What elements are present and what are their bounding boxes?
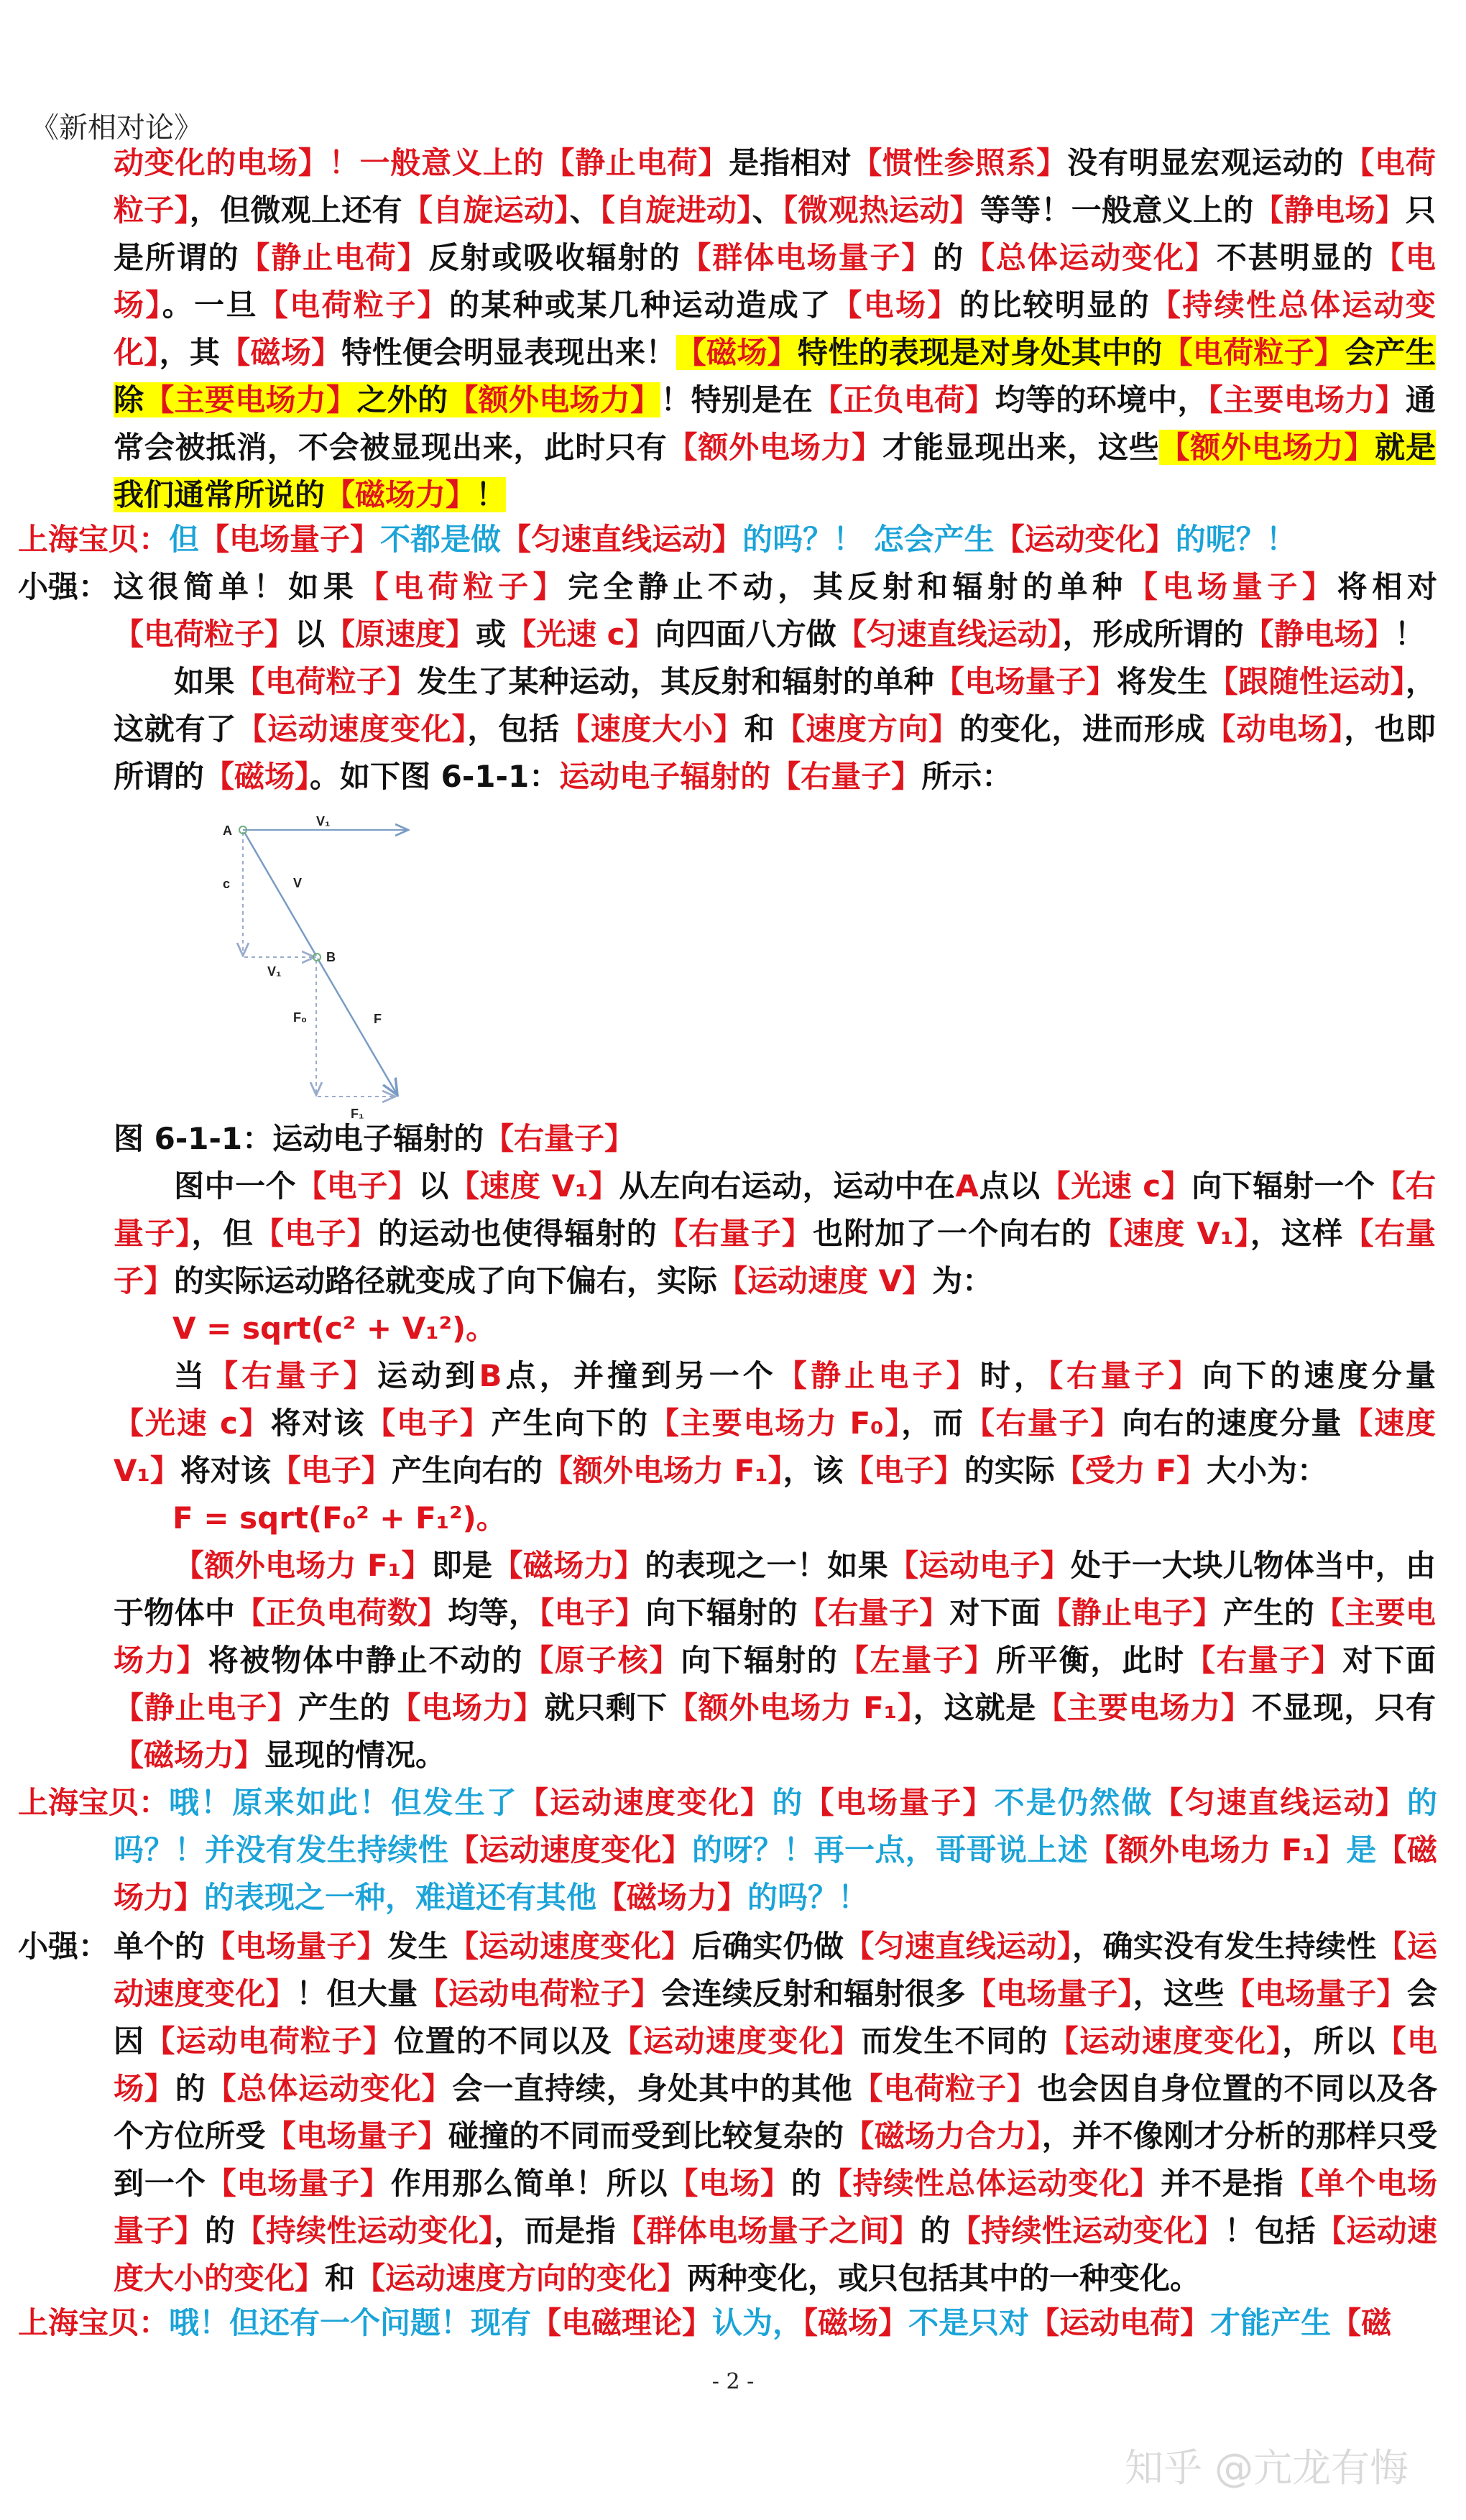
text-run: 【运动电荷】 <box>1029 2305 1211 2340</box>
force-f-arrow <box>318 959 397 1095</box>
paragraph-4-text <box>114 1352 1436 1495</box>
text-run: ！特别是在 <box>660 382 813 417</box>
text-run: 【电场量子】 <box>265 2118 448 2154</box>
text-run: 特性的表现是对身处其中的 <box>797 335 1163 370</box>
text-run: 产生向右的 <box>391 1453 543 1488</box>
text-run: ！包括 <box>1224 2213 1316 2248</box>
text-run: 会一直持续，身处其中的其他 <box>452 2071 853 2106</box>
text-run: 【电场量子】 <box>206 2166 391 2201</box>
text-run: 的吗？！并没有发生持续性 <box>114 1785 1437 1868</box>
text-run: 图中一个 <box>174 1168 297 1204</box>
text-run: 图 6-1-1：运动电子辐射的 <box>114 1121 484 1156</box>
text-run: 是指相对 <box>729 145 852 180</box>
text-run: 【右量子】 <box>114 1216 1436 1298</box>
text-run: 【磁场】 <box>204 759 310 794</box>
text-run: 【主要电场力】 <box>1036 1690 1252 1725</box>
text-run: 向右的速度分量 <box>1122 1406 1343 1441</box>
text-run: 【总体运动变化】 <box>206 2071 453 2106</box>
text-run: 反射或吸收辐射的 <box>428 240 681 275</box>
text-run: 【微观热运动】 <box>782 193 980 228</box>
text-run: 【匀速直线运动】 <box>1153 1785 1407 1820</box>
text-run: 认为， <box>712 2305 803 2340</box>
text-run: 【运动速度变化】 <box>236 711 468 747</box>
text-run: 的 <box>175 2071 206 2106</box>
text-run: 【单个电场量子】 <box>114 2166 1437 2248</box>
text-run: 向下辐射的 <box>681 1643 839 1678</box>
text-run: 【电子】 <box>843 1453 964 1488</box>
text-run: 的实际运动路径就变成了向下偏右，实际 <box>174 1263 718 1298</box>
text-run: 【正负电荷数】 <box>235 1595 448 1630</box>
text-run: 【持续性总体运动变化】 <box>114 287 1436 370</box>
text-run: 但 <box>169 522 200 557</box>
text-run: 的变化，进而形成 <box>959 711 1206 747</box>
text-run: 的 <box>920 2213 951 2248</box>
text-run: 【额外电场力 F₁】 <box>542 1453 783 1488</box>
label-b: B <box>326 950 336 964</box>
text-run: 【电荷粒子】 <box>852 2071 1038 2106</box>
text-run: 位置的不同以及 <box>394 2023 612 2059</box>
text-run: ，确实没有发生持续性 <box>1072 1929 1377 1964</box>
text-run: 如果 <box>174 664 235 699</box>
text-run: 向下辐射一个 <box>1191 1168 1375 1204</box>
text-run: 【电子】 <box>296 1168 419 1204</box>
text-run: ，形成所谓的 <box>1062 617 1244 652</box>
paragraph-5 <box>114 1542 1436 1779</box>
text-run: 【电场量子】 <box>199 522 381 557</box>
text-run: 【自旋运动】 <box>402 193 570 228</box>
text-run: 点以 <box>978 1168 1041 1204</box>
text-run: ，这些 <box>1133 1976 1225 2011</box>
text-run: 【右量子】 <box>1184 1643 1343 1678</box>
speaker-label: 上海宝贝： <box>18 2305 170 2340</box>
text-run: 显现的情况。 <box>264 1737 446 1773</box>
text-run: 【运动速度方向的变化】 <box>355 2261 688 2296</box>
text-run: 时， <box>979 1358 1048 1393</box>
speaker-label: 小强： <box>18 569 109 604</box>
text-run: 的吗？！ <box>747 1880 869 1915</box>
text-run: 、 <box>752 193 783 228</box>
text-run: 【电场】 <box>831 287 959 323</box>
text-run: 之外的 <box>356 382 448 417</box>
text-run: 点，并撞到另一个 <box>502 1358 777 1393</box>
text-run: 【电荷粒子】 <box>114 145 1436 228</box>
text-run: 就是我们通常所说的 <box>114 430 1436 512</box>
text-run: 【主要电场力】 <box>144 382 357 417</box>
text-run: ！但大量 <box>296 1976 418 2011</box>
text-run: 【左量子】 <box>838 1643 996 1678</box>
text-run: 不显现，只有 <box>1251 1690 1436 1725</box>
text-run: 哦！原来如此！但发生了 <box>169 1785 518 1820</box>
text-run: 向下辐射的 <box>645 1595 798 1630</box>
text-run: 【电场量子】 <box>965 1976 1133 2011</box>
text-run: 均等， <box>448 1595 540 1630</box>
text-run: ，但 <box>191 1216 254 1251</box>
text-run: 两种变化，或只包括其中的一种变化。 <box>687 2261 1201 2296</box>
text-run: 【匀速直线运动】 <box>501 522 743 557</box>
text-run: 的表现之一种，难道还有其他 <box>204 1880 597 1915</box>
text-run: 【电场量子】 <box>803 1785 995 1820</box>
text-run: 会产生除 <box>114 335 1436 417</box>
text-run: 产生向下的 <box>491 1406 649 1441</box>
text-run: 才能显现出来，这些 <box>882 430 1160 465</box>
text-run: 是 <box>1346 1832 1377 1868</box>
text-run: B <box>479 1358 502 1393</box>
text-run: 【电子】 <box>539 1595 646 1630</box>
book-title-header: 《新相对论》 <box>30 111 203 144</box>
text-run: 【磁场力】 <box>325 477 476 512</box>
text-run: 【额外电场力】 <box>448 382 661 417</box>
text-run: 的 <box>205 2213 236 2248</box>
paragraph-2 <box>114 658 1436 800</box>
text-run: 【原子核】 <box>523 1643 681 1678</box>
text-run: 【磁 <box>1331 2305 1392 2340</box>
text-run: 或 <box>476 617 507 652</box>
text-run: 【电荷粒子】 <box>114 617 295 652</box>
label-f0: F₀ <box>293 1010 308 1025</box>
text-run: 【速度 V₁】 <box>448 1168 619 1204</box>
text-run: 发生 <box>387 1929 448 1964</box>
text-run: 【运动速度变化】 <box>448 1832 693 1868</box>
text-run: 将对该 <box>270 1406 366 1441</box>
text-run: 【电场量子】 <box>205 1929 388 1964</box>
text-run: 【静止电子】 <box>1041 1595 1224 1630</box>
text-run: 碰撞的不同而受到比较复杂的 <box>448 2118 844 2154</box>
speaker-label: 上海宝贝： <box>18 522 170 557</box>
label-f1: F₁ <box>351 1107 364 1121</box>
text-run: 【正负电荷】 <box>812 382 995 417</box>
text-run: 的 <box>933 240 964 275</box>
text-run: 所平衡，此时 <box>995 1643 1185 1678</box>
text-run: 的运动也使得辐射的 <box>377 1216 658 1251</box>
dialogue-text <box>114 1923 1437 2302</box>
text-run: 会连续反射和辐射很多 <box>661 1976 966 2011</box>
text-run: 【右量子】 <box>484 1121 635 1156</box>
text-run: 【磁场力】 <box>114 1832 1437 1915</box>
text-run: 【主要电场力】 <box>1207 382 1406 417</box>
text-run: 【运动速度大小的变化】 <box>114 2213 1437 2296</box>
text-run: 【额外电场力】 <box>667 430 883 465</box>
text-run: 【右量子】 <box>797 1595 950 1630</box>
speaker-label: 小强： <box>18 1929 109 1964</box>
text-run: 和 <box>744 711 775 747</box>
text-run: 【电场力】 <box>390 1690 545 1725</box>
text-run: 会因 <box>114 1976 1437 2059</box>
text-run: 【电子】 <box>365 1406 492 1441</box>
text-run: ，包括 <box>467 711 560 747</box>
text-run: 【磁场力合力】 <box>844 2118 1042 2154</box>
velocity-diagram <box>216 814 431 1121</box>
text-run: 【持续性运动变化】 <box>950 2213 1225 2248</box>
text-run: 【群体电场量子】 <box>681 240 933 275</box>
text-run: 发生了某种运动，其反射和辐射的单种 <box>417 664 934 699</box>
text-run: 【静止电荷】 <box>239 240 429 275</box>
text-run: 单个的 <box>114 1929 206 1964</box>
text-run: 【自旋进动】 <box>599 193 752 228</box>
text-run: ，这就有了 <box>114 664 1436 747</box>
dialogue-text <box>169 2299 1437 2347</box>
text-run: ，而 <box>901 1406 964 1441</box>
text-run: 不是只对 <box>908 2305 1030 2340</box>
text-run: ！ <box>1394 617 1425 652</box>
figure-caption-text <box>114 1115 1436 1163</box>
text-run: 【电子】 <box>270 1453 392 1488</box>
text-run: 当 <box>174 1358 208 1393</box>
text-run: 的呀？！再一点，哥哥说上述 <box>692 1832 1089 1868</box>
text-run: 不都是做 <box>380 522 502 557</box>
text-run: 【持续性总体运动变化】 <box>821 2166 1161 2201</box>
label-v1-top: V₁ <box>316 814 331 829</box>
text-run: 【运动电荷粒子】 <box>418 1976 662 2011</box>
text-run: 【速度方向】 <box>775 711 960 747</box>
text-run: 【主要电场力】 <box>114 1595 1436 1678</box>
text-run: 和 <box>325 2261 356 2296</box>
text-run: 【磁场】 <box>803 2305 909 2340</box>
text-run: 将被物体中静止不动的 <box>208 1643 524 1678</box>
paragraph-2-text <box>114 658 1436 800</box>
text-run: 这很简单！如果 <box>114 569 359 604</box>
text-run: 完全静止不动，其反射和辐射的单种 <box>568 569 1128 604</box>
text-run: 的实际 <box>964 1453 1055 1488</box>
text-run: ，这就是 <box>913 1690 1037 1725</box>
label-v: V <box>293 876 303 890</box>
text-run: 【右量子】 <box>657 1216 813 1251</box>
text-run: 【静止电子】 <box>776 1358 980 1393</box>
text-run: 【额外电场力】 <box>1159 430 1375 465</box>
text-run: 【磁场力】 <box>492 1548 645 1583</box>
text-run: 【磁场】 <box>220 335 342 370</box>
text-run: 【磁场力】 <box>596 1880 748 1915</box>
text-run: 才能产生 <box>1210 2305 1332 2340</box>
text-run: 以 <box>418 1168 449 1204</box>
text-run: 【原速度】 <box>325 617 476 652</box>
dialogue-shanghai-1 <box>18 516 1437 563</box>
text-run: 产生的 <box>298 1690 391 1725</box>
text-run: 【运动电荷粒子】 <box>144 2023 395 2059</box>
text-run: 对下面 <box>1342 1643 1436 1678</box>
text-run: 的某种或某几种运动造成了 <box>449 287 832 323</box>
text-run: 产生的 <box>1223 1595 1315 1630</box>
text-run: 【额外电场力 F₁】 <box>667 1690 913 1725</box>
text-run: 向下的速度分量 <box>1202 1358 1436 1393</box>
text-run: 【静电场】 <box>1243 617 1395 652</box>
label-a: A <box>223 823 232 838</box>
text-run: 的呢？！ <box>1175 522 1296 557</box>
text-run: 【运动速度变化】 <box>517 1785 773 1820</box>
text-run: 将发生 <box>1116 664 1208 699</box>
speaker-label: 上海宝贝： <box>18 1785 170 1820</box>
paragraph-4 <box>114 1352 1436 1542</box>
text-run: 【速度 V₁】 <box>114 1406 1436 1488</box>
text-run: 【运动速度 V】 <box>717 1263 933 1298</box>
text-run: ，这样 <box>1250 1216 1344 1251</box>
text-run: ，但微观上还有 <box>189 193 402 228</box>
formula-v <box>114 1305 1436 1352</box>
text-run: ，所以 <box>1282 2023 1376 2059</box>
text-run: 【电荷粒子】 <box>358 569 568 604</box>
text-run: 也会因自身位置的不同以及各个方位所受 <box>114 2071 1437 2154</box>
text-run: 【电场量子】 <box>1224 1976 1407 2011</box>
text-run: 作用那么简单！所以 <box>390 2166 668 2201</box>
text-run: 的吗？！ 怎会产生 <box>742 522 995 557</box>
point-b-marker <box>313 954 321 961</box>
text-run: 【右量子】 <box>114 1168 1436 1251</box>
text-run: ，其 <box>159 335 221 370</box>
text-run: 将对该 <box>180 1453 271 1488</box>
text-run: 【电荷粒子】 <box>1162 335 1345 370</box>
text-run: 【光速 c】 <box>506 617 655 652</box>
text-run: 不是仍然做 <box>994 1785 1153 1820</box>
text-run: 【运动速度变化】 <box>1048 2023 1283 2059</box>
text-run: 【电磁理论】 <box>531 2305 713 2340</box>
text-run: 【跟随性运动】 <box>1207 664 1406 699</box>
text-run: 【电荷粒子】 <box>234 664 418 699</box>
dialogue-xiaoqiang-1 <box>18 563 1437 658</box>
text-run: 【速度大小】 <box>559 711 744 747</box>
text-run: 【右量子】 <box>1048 1358 1202 1393</box>
paragraph-1-text <box>114 139 1436 519</box>
text-run: 均等的环境中， <box>995 382 1208 417</box>
text-run: 【静电场】 <box>1253 193 1406 228</box>
text-run: 【磁场力】 <box>114 1737 265 1773</box>
page-number: - 2 - <box>711 2369 755 2394</box>
text-run: 向四面八方做 <box>655 617 836 652</box>
watermark: 知乎 @亢龙有悔 <box>1125 2445 1409 2491</box>
text-run: 只是所谓的 <box>114 193 1436 275</box>
paragraph-3 <box>114 1163 1436 1352</box>
text-run: 【电场】 <box>668 2166 791 2201</box>
text-run: 将相对 <box>1337 569 1437 604</box>
velocity-v-line <box>244 832 316 956</box>
text-run: 后确实仍做 <box>691 1929 844 1964</box>
text-run: 的 <box>772 1785 804 1820</box>
text-run: 【光速 c】 <box>1040 1168 1192 1204</box>
text-run: 、 <box>569 193 600 228</box>
text-run: 【运动电子】 <box>888 1548 1071 1583</box>
text-run: 【运动变化】 <box>994 522 1176 557</box>
dialogue-text <box>169 516 1437 563</box>
text-run: 也附加了一个向右的 <box>813 1216 1092 1251</box>
text-run: 【主要电场力 F₀】 <box>648 1406 902 1441</box>
formula-f-text: F = sqrt(F₀² + F₁²)。 <box>172 1500 507 1536</box>
text-run: 【电场】 <box>114 240 1436 323</box>
text-run: 【额外电场力 F₁】 <box>174 1548 432 1583</box>
label-f: F <box>374 1012 382 1026</box>
figure-caption <box>114 1115 1436 1163</box>
text-run: 【磁场】 <box>676 335 798 370</box>
text-run: 【右量子】 <box>208 1358 377 1393</box>
text-run: 而发生不同的 <box>861 2023 1048 2059</box>
paragraph-3-text <box>114 1163 1436 1305</box>
text-run: 【运动速度变化】 <box>448 1929 692 1964</box>
text-run: 【运动速度变化】 <box>114 1929 1437 2011</box>
text-run: 就只剩下 <box>544 1690 668 1725</box>
text-run: 【额外电场力 F₁】 <box>1088 1832 1347 1868</box>
text-run: 哦！但还有一个问题！现有 <box>169 2305 532 2340</box>
text-run: 【光速 c】 <box>114 1406 271 1441</box>
text-run: 【持续性运动变化】 <box>235 2213 494 2248</box>
text-run: 【总体运动变化】 <box>964 240 1217 275</box>
text-run: 的表现之一！如果 <box>645 1548 889 1583</box>
text-run: 等等！一般意义上的 <box>979 193 1254 228</box>
dialogue-shanghai-3 <box>18 2299 1437 2347</box>
text-run: 大小为： <box>1207 1453 1328 1488</box>
dialogue-xiaoqiang-2 <box>18 1923 1437 2302</box>
text-run: 【电荷粒子】 <box>257 287 450 323</box>
text-run: 为： <box>932 1263 993 1298</box>
text-run: 。如下图 6-1-1： <box>310 759 560 794</box>
text-run: 【电场量子】 <box>1127 569 1337 604</box>
text-run: ，并不像刚才分析的那样只受到一个 <box>114 2118 1437 2201</box>
dialogue-text <box>114 1779 1437 1921</box>
text-run: ，也即所谓的 <box>114 711 1436 794</box>
text-run: 【匀速直线运动】 <box>836 617 1063 652</box>
text-run: 并不是指 <box>1161 2166 1284 2201</box>
text-run: 的 <box>790 2166 822 2201</box>
text-run: ！ <box>476 477 507 512</box>
text-run: 从左向右运动，运动中在 <box>619 1168 956 1204</box>
formula-v-text: V = sqrt(c² + V₁²)。 <box>172 1311 497 1346</box>
text-run: 【惯性参照系】 <box>852 145 1068 180</box>
text-run: 【匀速直线运动】 <box>844 1929 1073 1964</box>
text-run: 【电场】 <box>114 2023 1437 2106</box>
text-run: 动变化的电场】！一般意义上的 <box>114 145 545 180</box>
text-run: 处于一大块儿物体当中，由于物体中 <box>114 1548 1436 1630</box>
paragraph-5-text <box>114 1542 1436 1779</box>
text-run: 【右量子】 <box>964 1406 1122 1441</box>
text-run: 的比较明显的 <box>959 287 1151 323</box>
text-run: A <box>955 1168 979 1204</box>
text-run: ，该 <box>783 1453 844 1488</box>
text-run: 运动电子辐射的【右量子】 <box>559 759 922 794</box>
text-run: 【动电场】 <box>1205 711 1345 747</box>
text-run: 通常会被抵消，不会被显现出来，此时只有 <box>114 382 1436 465</box>
text-run: 即是 <box>431 1548 493 1583</box>
text-run: 【群体电场量子之间】 <box>615 2213 921 2248</box>
text-run: 特性便会明显表现出来！ <box>341 335 676 370</box>
text-run: 没有明显宏观运动的 <box>1067 145 1345 180</box>
text-run: 【电场量子】 <box>933 664 1117 699</box>
text-run: 运动到 <box>377 1358 479 1393</box>
paragraph-1 <box>114 139 1436 519</box>
text-run: 【受力 F】 <box>1054 1453 1207 1488</box>
dialogue-shanghai-2 <box>18 1779 1437 1921</box>
text-run: 。一旦 <box>162 287 258 323</box>
text-run: 所示： <box>921 759 1013 794</box>
text-run: 以 <box>295 617 326 652</box>
text-run: 【静止电子】 <box>114 1690 298 1725</box>
text-run: ，而是指 <box>494 2213 616 2248</box>
text-run: 对下面 <box>949 1595 1041 1630</box>
dialogue-text <box>114 563 1437 658</box>
label-v1-mid: V₁ <box>267 964 282 979</box>
text-run: 不甚明显的 <box>1216 240 1375 275</box>
formula-f <box>114 1495 1436 1542</box>
text-run: 【电子】 <box>254 1216 378 1251</box>
text-run: 【速度 V₁】 <box>1092 1216 1250 1251</box>
label-c: c <box>223 877 231 891</box>
text-run: 【静止电荷】 <box>544 145 729 180</box>
text-run: 【运动速度变化】 <box>612 2023 862 2059</box>
